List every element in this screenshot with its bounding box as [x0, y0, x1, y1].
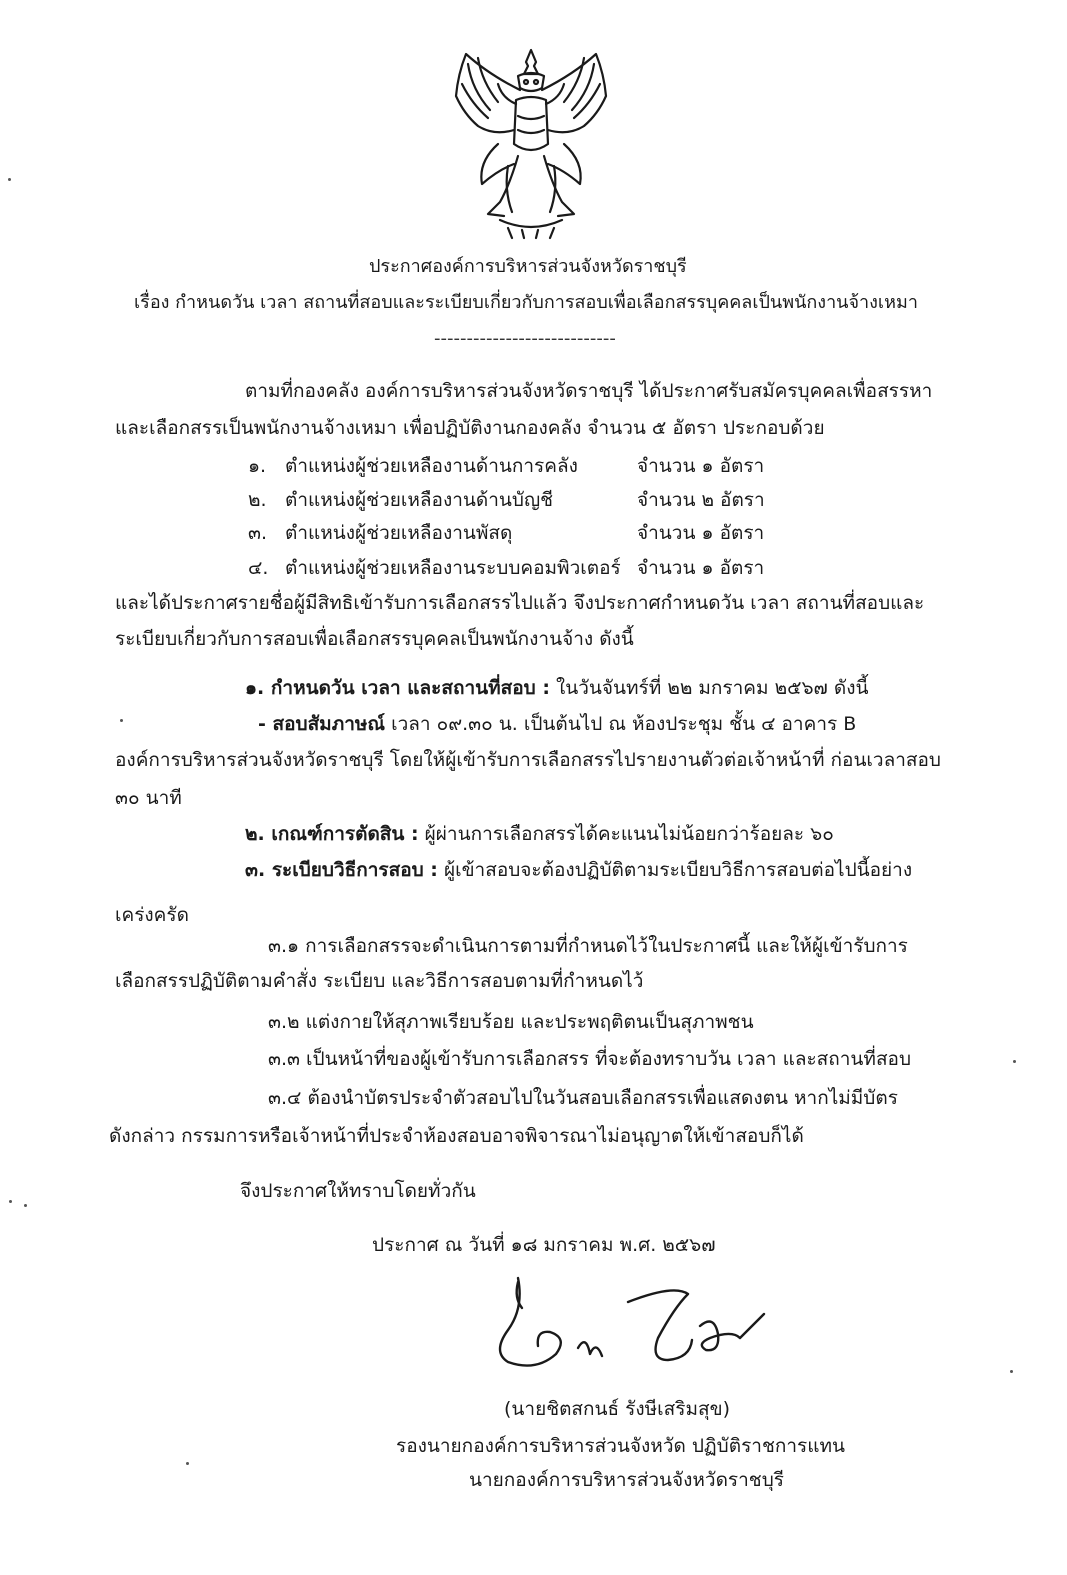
section-3-item-1-line-2: เลือกสรรปฏิบัติตามคำสั่ง ระเบียบ และวิธีการสอบตามที่กำหนดไว้ [115, 970, 644, 992]
document-subject: เรื่อง กำหนดวัน เวลา สถานที่สอบและระเบียบเกี่ยวกับการสอบเพื่อเลือกสรรบุคคลเป็นพนักงานจ้างเหมา [134, 292, 918, 313]
position-number: ๒. [248, 489, 267, 511]
position-title: ตำแหน่งผู้ช่วยเหลืองานด้านการคลัง [285, 455, 578, 477]
section-3-heading: ๓. ระเบียบวิธีการสอบ : [245, 859, 438, 881]
position-count: จำนวน ๑ อัตรา [637, 455, 765, 477]
closing-text: จึงประกาศให้ทราบโดยทั่วกัน [240, 1180, 476, 1202]
position-count: จำนวน ๑ อัตรา [637, 557, 765, 579]
position-title: ตำแหน่งผู้ช่วยเหลืองานพัสดุ [285, 522, 513, 544]
signer-position-1: รองนายกองค์การบริหารส่วนจังหวัด ปฏิบัติราชการแทน [396, 1435, 845, 1457]
section-3 [245, 858, 912, 882]
garuda-emblem-icon [438, 44, 624, 240]
scan-speck [9, 1200, 12, 1203]
position-title: ตำแหน่งผู้ช่วยเหลืองานด้านบัญชี [285, 489, 554, 511]
section-3-item-2: ๓.๒ แต่งกายให้สุภาพเรียบร้อย และประพฤติตนเป็นสุภาพชน [268, 1011, 754, 1033]
position-number: ๑. [248, 455, 267, 477]
section-3-item-4-line-2: ดังกล่าว กรรมการหรือเจ้าหน้าที่ประจำห้องสอบอาจพิจารณาไม่อนุญาตให้เข้าสอบก็ได้ [109, 1125, 804, 1147]
scan-speck [186, 1462, 189, 1465]
section-3-line-2: เคร่งครัด [115, 904, 189, 926]
section-1-text: ในวันจันทร์ที่ ๒๒ มกราคม ๒๕๖๗ ดังนี้ [549, 677, 869, 699]
section-3-item-3: ๓.๓ เป็นหน้าที่ของผู้เข้ารับการเลือกสรร ที่จะต้องทราบวัน เวลา และสถานที่สอบ [268, 1048, 912, 1070]
section-1-heading: ๑. กำหนดวัน เวลา และสถานที่สอบ : [245, 677, 550, 699]
section-1-sub [258, 712, 856, 736]
section-3-item-1-line-1: ๓.๑ การเลือกสรรจะดำเนินการตามที่กำหนดไว้ในประกาศนี้ และให้ผู้เข้ารับการ [268, 935, 908, 957]
announce-line-1: และได้ประกาศรายชื่อผู้มีสิทธิเข้ารับการเลือกสรรไปแล้ว จึงประกาศกำหนดวัน เวลา สถานที่สอบและ [115, 592, 925, 614]
section-2 [245, 822, 834, 846]
signer-position-2: นายกองค์การบริหารส่วนจังหวัดราชบุรี [469, 1469, 784, 1491]
section-3-item-4-line-1: ๓.๔ ต้องนำบัตรประจำตัวสอบไปในวันสอบเลือกสรรเพื่อแสดงตน หากไม่มีบัตร [268, 1087, 898, 1109]
scan-speck [1013, 1060, 1016, 1063]
intro-line-2: และเลือกสรรเป็นพนักงานจ้างเหมา เพื่อปฏิบัติงานกองคลัง จำนวน ๕ อัตรา ประกอบด้วย [115, 417, 825, 439]
section-1-sub-text: เวลา ๐๙.๓๐ น. เป็นต้นไป ณ ห้องประชุม ชั้น ๔ อาคาร B [385, 713, 857, 735]
position-number: ๓. [248, 522, 268, 544]
document-title: ประกาศองค์การบริหารส่วนจังหวัดราชบุรี [369, 256, 687, 277]
handwritten-signature-icon [478, 1268, 778, 1398]
header-divider: ---------------------------- [434, 328, 616, 349]
scan-speck [120, 719, 123, 722]
section-1-line-3: ๓๐ นาที [115, 787, 182, 809]
announce-line-2: ระเบียบเกี่ยวกับการสอบเพื่อเลือกสรรบุคคลเป็นพนักงานจ้าง ดังนี้ [115, 628, 634, 650]
scan-speck [1010, 1370, 1013, 1373]
intro-line-1: ตามที่กองคลัง องค์การบริหารส่วนจังหวัดราชบุรี ได้ประกาศรับสมัครบุคคลเพื่อสรรหา [245, 380, 933, 402]
section-2-heading: ๒. เกณฑ์การตัดสิน : [245, 823, 419, 845]
position-title: ตำแหน่งผู้ช่วยเหลืองานระบบคอมพิวเตอร์ [285, 557, 621, 579]
section-3-text: ผู้เข้าสอบจะต้องปฏิบัติตามระเบียบวิธีการสอบต่อไปนี้อย่าง [437, 859, 913, 881]
position-count: จำนวน ๒ อัตรา [637, 489, 765, 511]
signer-name: (นายชิตสกนธ์ รังษีเสริมสุข) [504, 1398, 730, 1420]
scan-speck [24, 1204, 27, 1207]
scan-speck [8, 178, 11, 181]
section-1-sub-heading: - สอบสัมภาษณ์ [258, 713, 386, 735]
position-number: ๔. [248, 557, 269, 579]
position-count: จำนวน ๑ อัตรา [637, 522, 765, 544]
section-1-line-2: องค์การบริหารส่วนจังหวัดราชบุรี โดยให้ผู้เข้ารับการเลือกสรรไปรายงานตัวต่อเจ้าหน้าที่ ก่อนเวลาสอบ [115, 749, 941, 771]
announcement-date: ประกาศ ณ วันที่ ๑๘ มกราคม พ.ศ. ๒๕๖๗ [372, 1234, 716, 1256]
section-1 [245, 676, 868, 700]
section-2-text: ผู้ผ่านการเลือกสรรได้คะแนนไม่น้อยกว่าร้อยละ ๖๐ [418, 823, 834, 845]
